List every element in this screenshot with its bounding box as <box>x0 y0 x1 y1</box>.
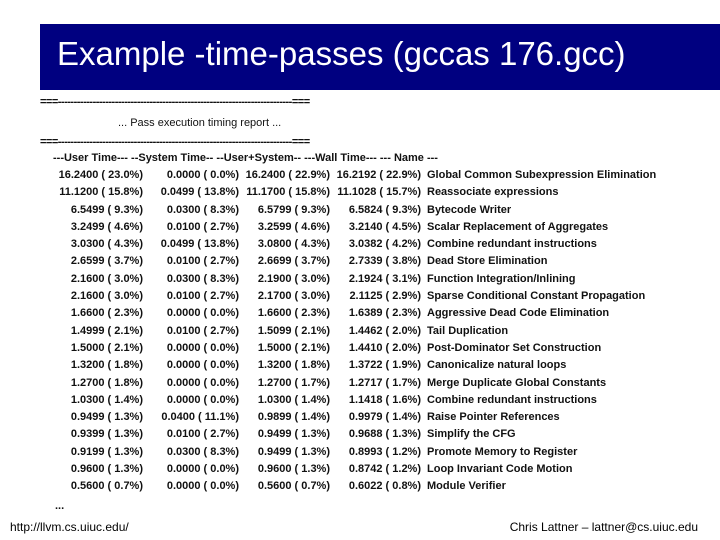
system-time: 0.0000 ( 0.0%) <box>166 307 239 320</box>
user-system-time: 0.9899 ( 1.4%) <box>257 411 330 424</box>
user-time: 0.9399 ( 1.3%) <box>70 428 143 441</box>
user-time: 2.1600 ( 3.0%) <box>70 272 143 285</box>
wall-time: 1.4462 ( 2.0%) <box>348 324 421 337</box>
table-row <box>40 394 710 411</box>
table-row <box>40 480 710 497</box>
user-system-time: 1.5000 ( 2.1%) <box>257 341 330 354</box>
system-time: 0.0100 ( 2.7%) <box>166 428 239 441</box>
user-system-time: 1.0300 ( 1.4%) <box>257 393 330 406</box>
wall-time: 0.6022 ( 0.8%) <box>348 480 421 493</box>
table-row <box>40 169 710 186</box>
user-time: 16.2400 ( 23.0%) <box>58 169 143 181</box>
system-time: 0.0100 ( 2.7%) <box>166 220 239 233</box>
table-row <box>40 377 710 394</box>
separator-top: ===--------------------------------------------------------------------------=== <box>40 96 310 108</box>
system-time: 0.0000 ( 0.0%) <box>166 393 239 406</box>
user-time: 6.5499 ( 9.3%) <box>70 203 143 216</box>
wall-time: 3.0382 ( 4.2%) <box>348 238 421 251</box>
system-time: 0.0300 ( 8.3%) <box>166 445 239 458</box>
system-time: 0.0000 ( 0.0%) <box>166 169 239 181</box>
table-row <box>40 273 710 290</box>
report-rows <box>40 169 710 498</box>
table-row <box>40 307 710 324</box>
user-system-time: 16.2400 ( 22.9%) <box>245 169 330 181</box>
pass-name: Dead Store Elimination <box>427 255 548 268</box>
user-time: 3.0300 ( 4.3%) <box>70 238 143 251</box>
table-row <box>40 238 710 255</box>
system-time: 0.0300 ( 8.3%) <box>166 203 239 216</box>
system-time: 0.0000 ( 0.0%) <box>166 376 239 389</box>
user-time: 1.2700 ( 1.8%) <box>70 376 143 389</box>
report-banner: ... Pass execution timing report ... <box>118 117 282 129</box>
pass-name: Post-Dominator Set Construction <box>427 341 602 354</box>
system-time: 0.0400 ( 11.1%) <box>161 411 239 424</box>
system-time: 0.0100 ( 2.7%) <box>166 255 239 268</box>
system-time: 0.0000 ( 0.0%) <box>166 359 239 372</box>
table-row <box>40 186 710 203</box>
pass-name: Aggressive Dead Code Elimination <box>427 307 610 320</box>
wall-time: 1.4410 ( 2.0%) <box>348 341 421 354</box>
user-time: 0.5600 ( 0.7%) <box>70 480 143 493</box>
system-time: 0.0100 ( 2.7%) <box>166 290 239 303</box>
table-row <box>40 446 710 463</box>
wall-time: 16.2192 ( 22.9%) <box>336 169 421 181</box>
pass-name: Reassociate expressions <box>427 186 559 199</box>
user-time: 1.6600 ( 2.3%) <box>70 307 143 320</box>
pass-name: Bytecode Writer <box>427 203 512 216</box>
report-ellipsis: ... <box>55 500 65 512</box>
user-system-time: 3.2599 ( 4.6%) <box>257 220 330 233</box>
user-system-time: 1.2700 ( 1.7%) <box>257 376 330 389</box>
user-time: 0.9499 ( 1.3%) <box>70 411 143 424</box>
pass-name: Function Integration/Inlining <box>427 272 576 285</box>
pass-name: Merge Duplicate Global Constants <box>427 376 607 389</box>
table-row <box>40 204 710 221</box>
wall-time: 1.3722 ( 1.9%) <box>348 359 421 372</box>
user-time: 11.1200 ( 15.8%) <box>59 186 143 199</box>
wall-time: 0.8993 ( 1.2%) <box>348 445 421 458</box>
table-row <box>40 428 710 445</box>
user-system-time: 1.3200 ( 1.8%) <box>257 359 330 372</box>
wall-time: 6.5824 ( 9.3%) <box>348 203 421 216</box>
system-time: 0.0000 ( 0.0%) <box>166 480 239 493</box>
system-time: 0.0100 ( 2.7%) <box>166 324 239 337</box>
wall-time: 0.8742 ( 1.2%) <box>348 463 421 476</box>
user-system-time: 0.5600 ( 0.7%) <box>257 480 330 493</box>
user-system-time: 0.9600 ( 1.3%) <box>257 463 330 476</box>
system-time: 0.0300 ( 8.3%) <box>166 272 239 285</box>
wall-time: 2.7339 ( 3.8%) <box>348 255 421 268</box>
user-system-time: 2.1700 ( 3.0%) <box>257 290 330 303</box>
pass-name: Combine redundant instructions <box>427 393 597 406</box>
wall-time: 1.6389 ( 2.3%) <box>348 307 421 320</box>
table-row <box>40 325 710 342</box>
pass-name: Sparse Conditional Constant Propagation <box>427 290 646 303</box>
wall-time: 11.1028 ( 15.7%) <box>337 186 421 199</box>
pass-name: Combine redundant instructions <box>427 238 597 251</box>
user-time: 1.3200 ( 1.8%) <box>70 359 143 372</box>
user-time: 0.9199 ( 1.3%) <box>70 445 143 458</box>
table-row <box>40 290 710 307</box>
pass-name: Simplify the CFG <box>427 428 516 441</box>
user-time: 1.5000 ( 2.1%) <box>70 341 143 354</box>
user-time: 2.6599 ( 3.7%) <box>70 255 143 268</box>
user-system-time: 0.9499 ( 1.3%) <box>257 445 330 458</box>
user-system-time: 0.9499 ( 1.3%) <box>257 428 330 441</box>
system-time: 0.0000 ( 0.0%) <box>166 341 239 354</box>
slide-title: Example -time-passes (gccas 176.gcc) <box>57 35 626 72</box>
user-time: 1.0300 ( 1.4%) <box>70 393 143 406</box>
user-system-time: 6.5799 ( 9.3%) <box>257 203 330 216</box>
system-time: 0.0499 ( 13.8%) <box>160 186 239 199</box>
wall-time: 0.9688 ( 1.3%) <box>348 428 421 441</box>
footer-url[interactable]: http://llvm.cs.uiuc.edu/ <box>10 520 129 534</box>
footer-author: Chris Lattner – lattner@cs.uiuc.edu <box>509 520 698 534</box>
user-time: 0.9600 ( 1.3%) <box>70 463 143 476</box>
wall-time: 1.2717 ( 1.7%) <box>348 376 421 389</box>
wall-time: 1.1418 ( 1.6%) <box>348 393 421 406</box>
wall-time: 3.2140 ( 4.5%) <box>348 220 421 233</box>
system-time: 0.0499 ( 13.8%) <box>160 238 239 251</box>
table-row <box>40 342 710 359</box>
user-system-time: 3.0800 ( 4.3%) <box>257 238 330 251</box>
table-row <box>40 411 710 428</box>
separator-bottom: ===--------------------------------------------------------------------------=== <box>40 136 310 148</box>
pass-name: Scalar Replacement of Aggregates <box>427 220 609 233</box>
user-system-time: 1.5099 ( 2.1%) <box>257 324 330 337</box>
pass-name: Canonicalize natural loops <box>427 359 567 372</box>
user-time: 2.1600 ( 3.0%) <box>70 290 143 303</box>
column-header: ---User Time--- --System Time-- --User+System-- ---Wall Time--- --- Name --- <box>53 152 438 164</box>
table-row <box>40 221 710 238</box>
user-time: 3.2499 ( 4.6%) <box>70 220 143 233</box>
pass-name: Global Common Subexpression Elimination <box>427 169 657 181</box>
pass-name: Raise Pointer References <box>427 411 560 424</box>
title-bar <box>40 24 720 90</box>
table-row <box>40 359 710 376</box>
pass-name: Promote Memory to Register <box>427 445 578 458</box>
table-row <box>40 463 710 480</box>
pass-name: Loop Invariant Code Motion <box>427 463 573 476</box>
user-system-time: 2.1900 ( 3.0%) <box>257 272 330 285</box>
pass-name: Module Verifier <box>427 480 506 493</box>
system-time: 0.0000 ( 0.0%) <box>166 463 239 476</box>
user-system-time: 1.6600 ( 2.3%) <box>257 307 330 320</box>
wall-time: 0.9979 ( 1.4%) <box>348 411 421 424</box>
user-time: 1.4999 ( 2.1%) <box>70 324 143 337</box>
table-row <box>40 255 710 272</box>
pass-name: Tail Duplication <box>427 324 509 337</box>
user-system-time: 2.6699 ( 3.7%) <box>257 255 330 268</box>
wall-time: 2.1924 ( 3.1%) <box>348 272 421 285</box>
user-system-time: 11.1700 ( 15.8%) <box>246 186 330 199</box>
wall-time: 2.1125 ( 2.9%) <box>349 290 421 303</box>
